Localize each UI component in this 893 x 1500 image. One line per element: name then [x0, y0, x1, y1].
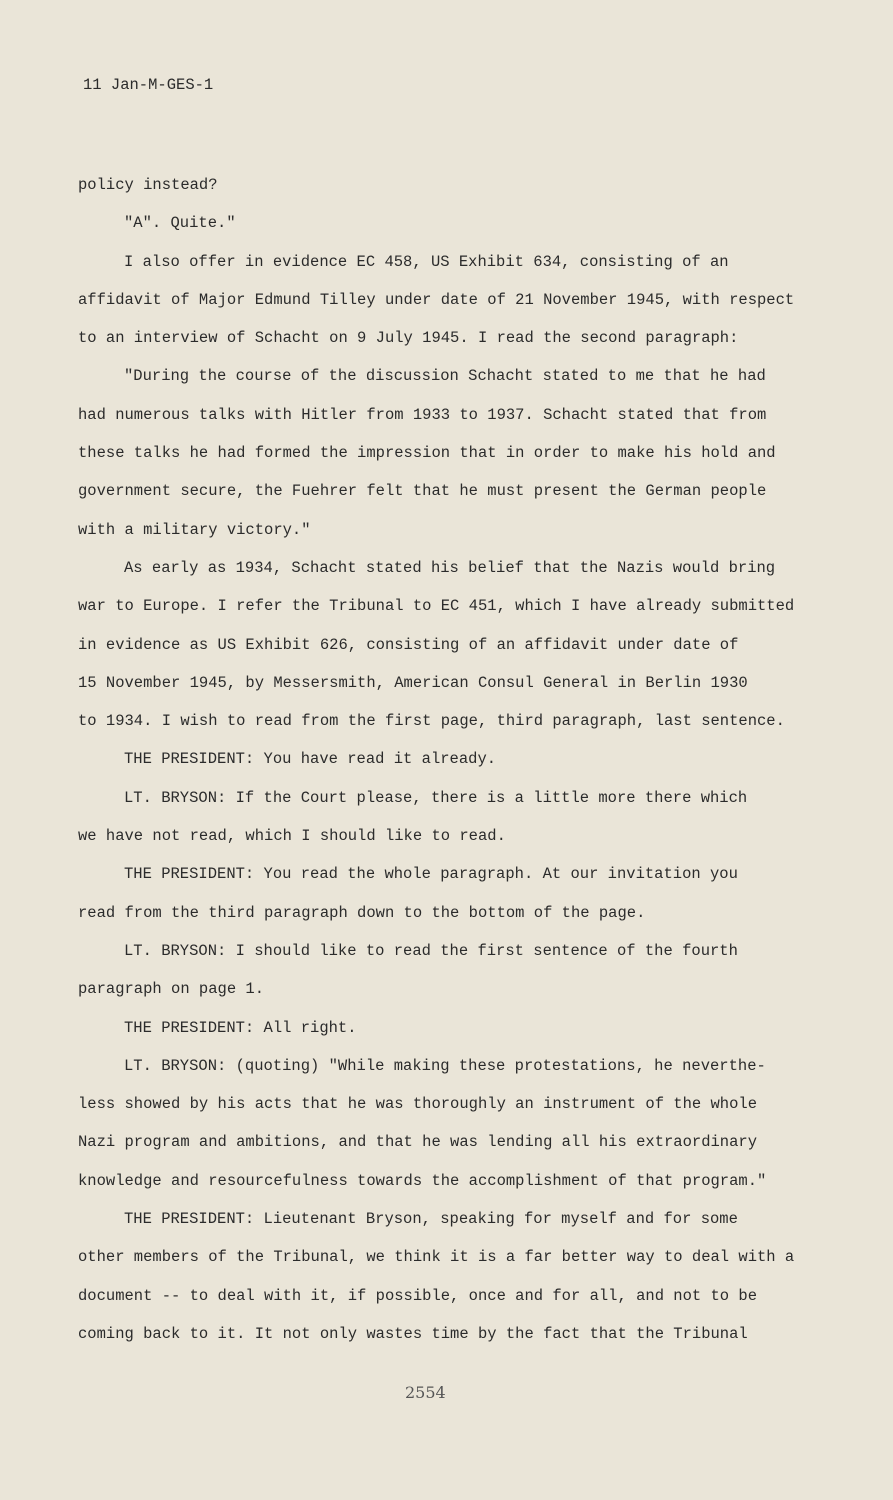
- text-line: read from the third paragraph down to the bottom of the page.: [78, 903, 646, 922]
- text-line: other members of the Tribunal, we think it is a far better way to deal with a: [78, 1248, 795, 1267]
- text-line: with a military victory.": [78, 520, 311, 539]
- text-line: to an interview of Schacht on 9 July 1945. I read the second paragraph:: [78, 329, 739, 348]
- text-line: document -- to deal with it, if possible, once and for all, and not to be: [78, 1286, 758, 1305]
- document-reference: 11 Jan-M-GES-1: [83, 76, 214, 94]
- text-line: LT. BRYSON: If the Court please, there is a little more there which: [124, 788, 748, 807]
- text-line: in evidence as US Exhibit 626, consisting of an affidavit under date of: [78, 635, 739, 654]
- text-line: less showed by his acts that he was thoroughly an instrument of the whole: [78, 1095, 758, 1114]
- text-line: we have not read, which I should like to read.: [78, 827, 506, 846]
- text-line: THE PRESIDENT: You read the whole paragraph. At our invitation you: [124, 865, 738, 884]
- text-line: coming back to it. It not only wastes time by the fact that the Tribunal: [78, 1324, 748, 1343]
- text-line: these talks he had formed the impression that in order to make his hold and: [78, 444, 776, 463]
- text-line: policy instead?: [78, 176, 218, 194]
- text-line: paragraph on page 1.: [78, 980, 265, 999]
- transcript-body: [78, 166, 848, 1353]
- text-line: Nazi program and ambitions, and that he was lending all his extraordinary: [78, 1133, 758, 1152]
- text-line: government secure, the Fuehrer felt that he must present the German people: [78, 482, 767, 501]
- text-line: had numerous talks with Hitler from 1933 to 1937. Schacht stated that from: [78, 405, 767, 424]
- text-line: "A". Quite.": [124, 214, 236, 233]
- text-line: LT. BRYSON: (quoting) "While making these protestations, he neverthe-: [124, 1056, 766, 1075]
- page-number: 2554: [405, 1383, 446, 1402]
- text-line: to 1934. I wish to read from the first page, third paragraph, last sentence.: [78, 712, 785, 731]
- text-line: war to Europe. I refer the Tribunal to EC 451, which I have already submitted: [78, 597, 795, 616]
- text-line: 15 November 1945, by Messersmith, American Consul General in Berlin 1930: [78, 673, 748, 692]
- text-line: "During the course of the discussion Schacht stated to me that he had: [124, 367, 766, 386]
- text-line: THE PRESIDENT: You have read it already.: [124, 750, 497, 769]
- text-line: As early as 1934, Schacht stated his belief that the Nazis would bring: [124, 558, 776, 577]
- text-line: LT. BRYSON: I should like to read the first sentence of the fourth: [124, 941, 738, 960]
- text-line: THE PRESIDENT: Lieutenant Bryson, speaking for myself and for some: [124, 1210, 738, 1229]
- text-line: I also offer in evidence EC 458, US Exhibit 634, consisting of an: [124, 252, 729, 271]
- text-line: knowledge and resourcefulness towards the accomplishment of that program.": [78, 1171, 767, 1190]
- text-line: affidavit of Major Edmund Tilley under date of 21 November 1945, with respect: [78, 290, 795, 309]
- text-line: THE PRESIDENT: All right.: [124, 1018, 357, 1037]
